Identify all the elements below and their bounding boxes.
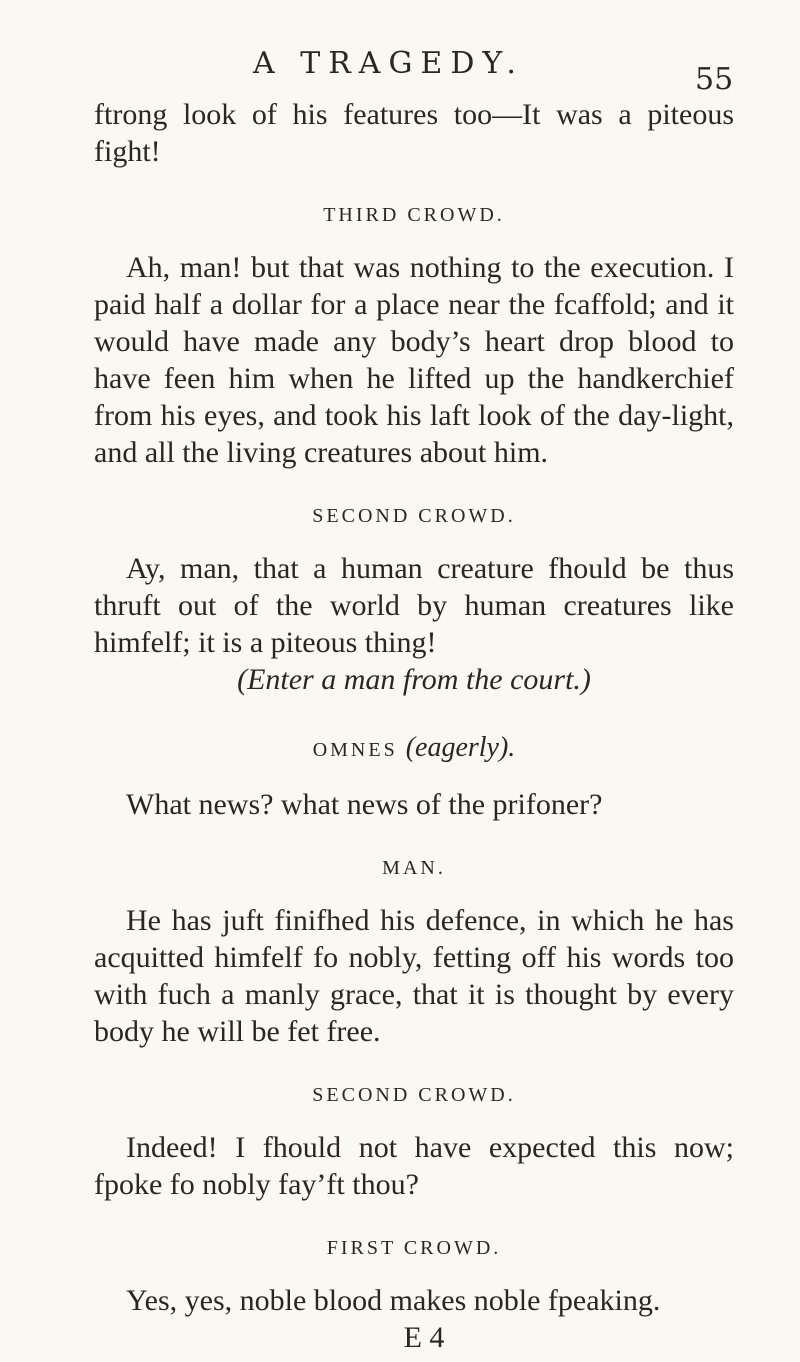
page-header [0,40,800,97]
speech-first-crowd: Yes, yes, noble blood makes noble fpeaking. [126,1284,661,1317]
speaker-second-crowd: SECOND CROWD. [312,505,516,527]
speech-third-crowd: Ah, man! but that was nothing to the execution. I paid half a dollar for a place near the fcaffold; and it would have made any body’s heart drop blood to have feen him when he lifted up the handkerchief from his eyes, and took his laft look of the day-light, and all the living creatures about him. [94,251,734,469]
running-title: A TRAGEDY. [253,46,524,81]
catchword-signature: E 4 [403,1321,445,1354]
stage-direction: (Enter a man from the court.) [237,663,591,696]
speech-omnes: What news? what news of the prifoner? [126,788,603,821]
speaker-omnes-direction: (eagerly). [405,732,516,763]
page-number: 55 [695,62,734,97]
speaker-third-crowd: THIRD CROWD. [323,204,505,226]
play-text [94,96,734,1356]
speaker-first-crowd: FIRST CROWD. [326,1237,502,1259]
speaker-man: MAN. [382,857,446,879]
speech-second-crowd: Ay, man, that a human creature fhould be thus thruft out of the world by human creatures like himfelf; it is a piteous thing! [94,552,734,659]
speaker-second-crowd-2: SECOND CROWD. [312,1084,516,1106]
speech-second-crowd-2: Indeed! I fhould not have expected this now; fpoke fo nobly fay’ft thou? [94,1131,734,1201]
speech-man: He has juft finifhed his defence, in which he has acquitted himfelf fo nobly, fetting off his words too with fuch a manly grace, that it is thought by every body he will be fet free. [94,904,734,1048]
speaker-omnes-name: OMNES [312,739,398,761]
speech-continuation: ftrong look of his features too—It was a piteous fight! [94,98,734,168]
speaker-omnes [94,732,734,764]
